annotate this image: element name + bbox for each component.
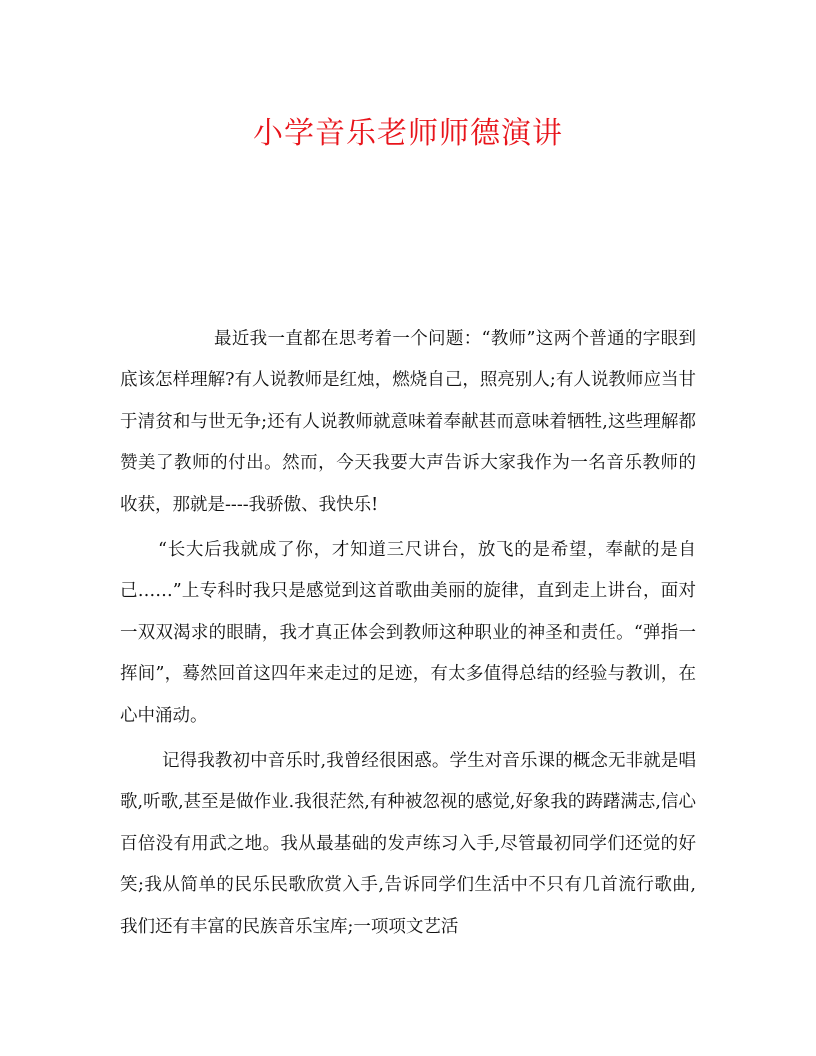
- paragraph-2: “长大后我就成了你，才知道三尺讲台，放飞的是希望，奉献的是自己……”上专科时我只是感觉到这首歌曲美丽的旋律，直到走上讲台，面对一双双渴求的眼睛，我才真正体会到教师这种职业的神圣和责任。“弹指一挥间”，蓦然回首这四年来走过的足迹，有太多值得总结的经验与教训，在心中涌动。: [120, 540, 696, 726]
- paragraph-1: 最近我一直都在思考着一个问题：“教师”这两个普通的字眼到底该怎样理解?有人说教师是红烛，燃烧自己，照亮别人;有人说教师应当甘于清贫和与世无争;还有人说教师就意味着奉献甚而意味着牺牲,这些理解都赞美了教师的付出。然而，今天我要大声告诉大家我作为一名音乐教师的收获，那就是----我骄傲、我快乐!: [120, 329, 696, 515]
- document-title: 小学音乐老师师德演讲: [253, 116, 563, 151]
- paragraph-3: 记得我教初中音乐时,我曾经很困惑。学生对音乐课的概念无非就是唱歌,听歌,甚至是做作业.我很茫然,有种被忽视的感觉,好象我的踌躇满志,信心百倍没有用武之地。我从最基础的发声练习入手,尽管最初同学们还觉的好笑;我从简单的民乐民歌欣赏入手,告诉同学们生活中不只有几首流行歌曲,我们还有丰富的民族音乐宝库;一项项文艺活: [120, 751, 696, 937]
- document-body: [120, 319, 696, 952]
